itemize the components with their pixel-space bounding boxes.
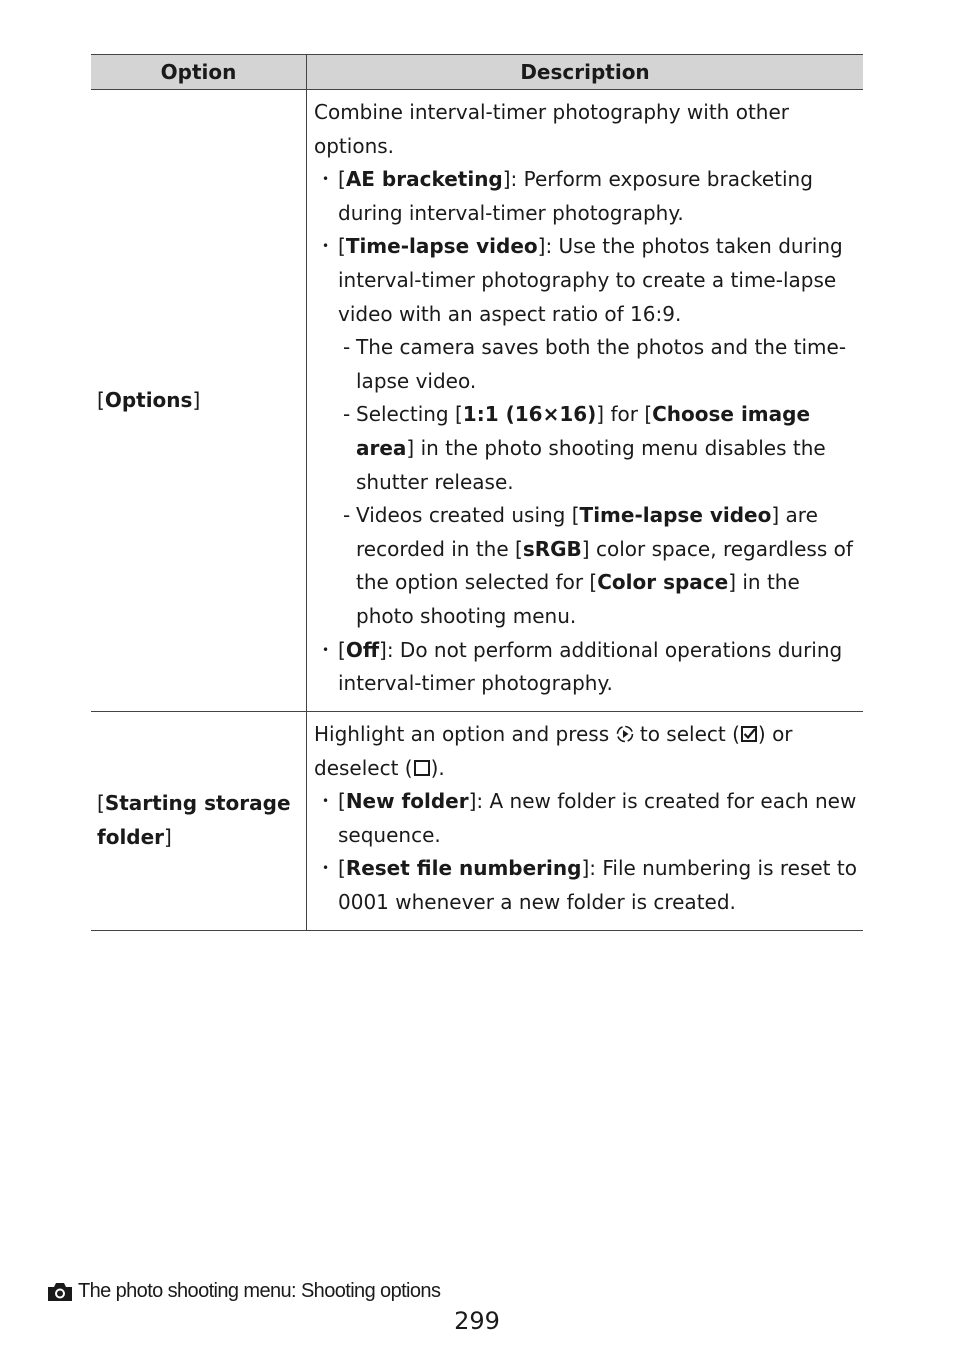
list-item: • [Reset file numbering]: File numbering is reset to 0001 whenever a new folder is created. xyxy=(314,852,857,919)
table-header-row xyxy=(91,55,863,90)
footer-section-title: The photo shooting menu: Shooting options xyxy=(78,1280,441,1302)
list-item: • [New folder]: A new folder is created for each new sequence. xyxy=(314,785,857,852)
item-label: Off xyxy=(345,637,380,662)
option-name: Starting storage folder xyxy=(97,791,291,849)
option-name: Options xyxy=(104,387,193,412)
option-cell: [Starting storage folder] xyxy=(91,712,307,931)
list-item: • [AE bracketing]: Perform exposure bracketing during interval-timer photography. xyxy=(314,163,857,230)
table-row xyxy=(91,90,863,712)
multi-selector-right-icon xyxy=(616,725,634,743)
description-cell xyxy=(307,712,864,931)
list-item: • [Time-lapse video]: Use the photos taken during interval-timer photography to create a time-lapse video with an aspect ratio of 16:9. xyxy=(314,230,857,331)
sub-list-item: - The camera saves both the photos and the time-lapse video. xyxy=(314,331,857,398)
page-number: 299 xyxy=(454,1307,500,1335)
header-option: Option xyxy=(91,55,307,90)
camera-icon xyxy=(46,1281,74,1303)
item-label: Reset file numbering xyxy=(345,856,582,881)
table-row xyxy=(91,712,863,931)
footer-section-link[interactable] xyxy=(46,1280,440,1303)
description-cell xyxy=(307,90,864,712)
sub-list-item: - Selecting [1:1 (16×16)] for [Choose image area] in the photo shooting menu disables the shutter release. xyxy=(314,398,857,499)
description-intro: Combine interval-timer photography with other options. xyxy=(314,100,789,158)
header-description: Description xyxy=(307,55,864,90)
options-table xyxy=(91,54,863,931)
description-intro: Highlight an option and press to select ( ) or deselect ( ). xyxy=(314,722,793,780)
checkbox-empty-icon xyxy=(413,759,431,777)
sub-list-item: - Videos created using [Time-lapse video] are recorded in the [sRGB] color space, regardless of the option selected for [Color space] in the photo shooting menu. xyxy=(314,499,857,633)
option-cell: [Options] xyxy=(91,90,307,712)
item-label: New folder xyxy=(345,789,469,814)
item-label: AE bracketing xyxy=(345,167,503,192)
item-label: Time-lapse video xyxy=(345,234,538,259)
checkbox-checked-icon xyxy=(740,725,758,743)
list-item: • [Off]: Do not perform additional operations during interval-timer photography. xyxy=(314,634,857,701)
